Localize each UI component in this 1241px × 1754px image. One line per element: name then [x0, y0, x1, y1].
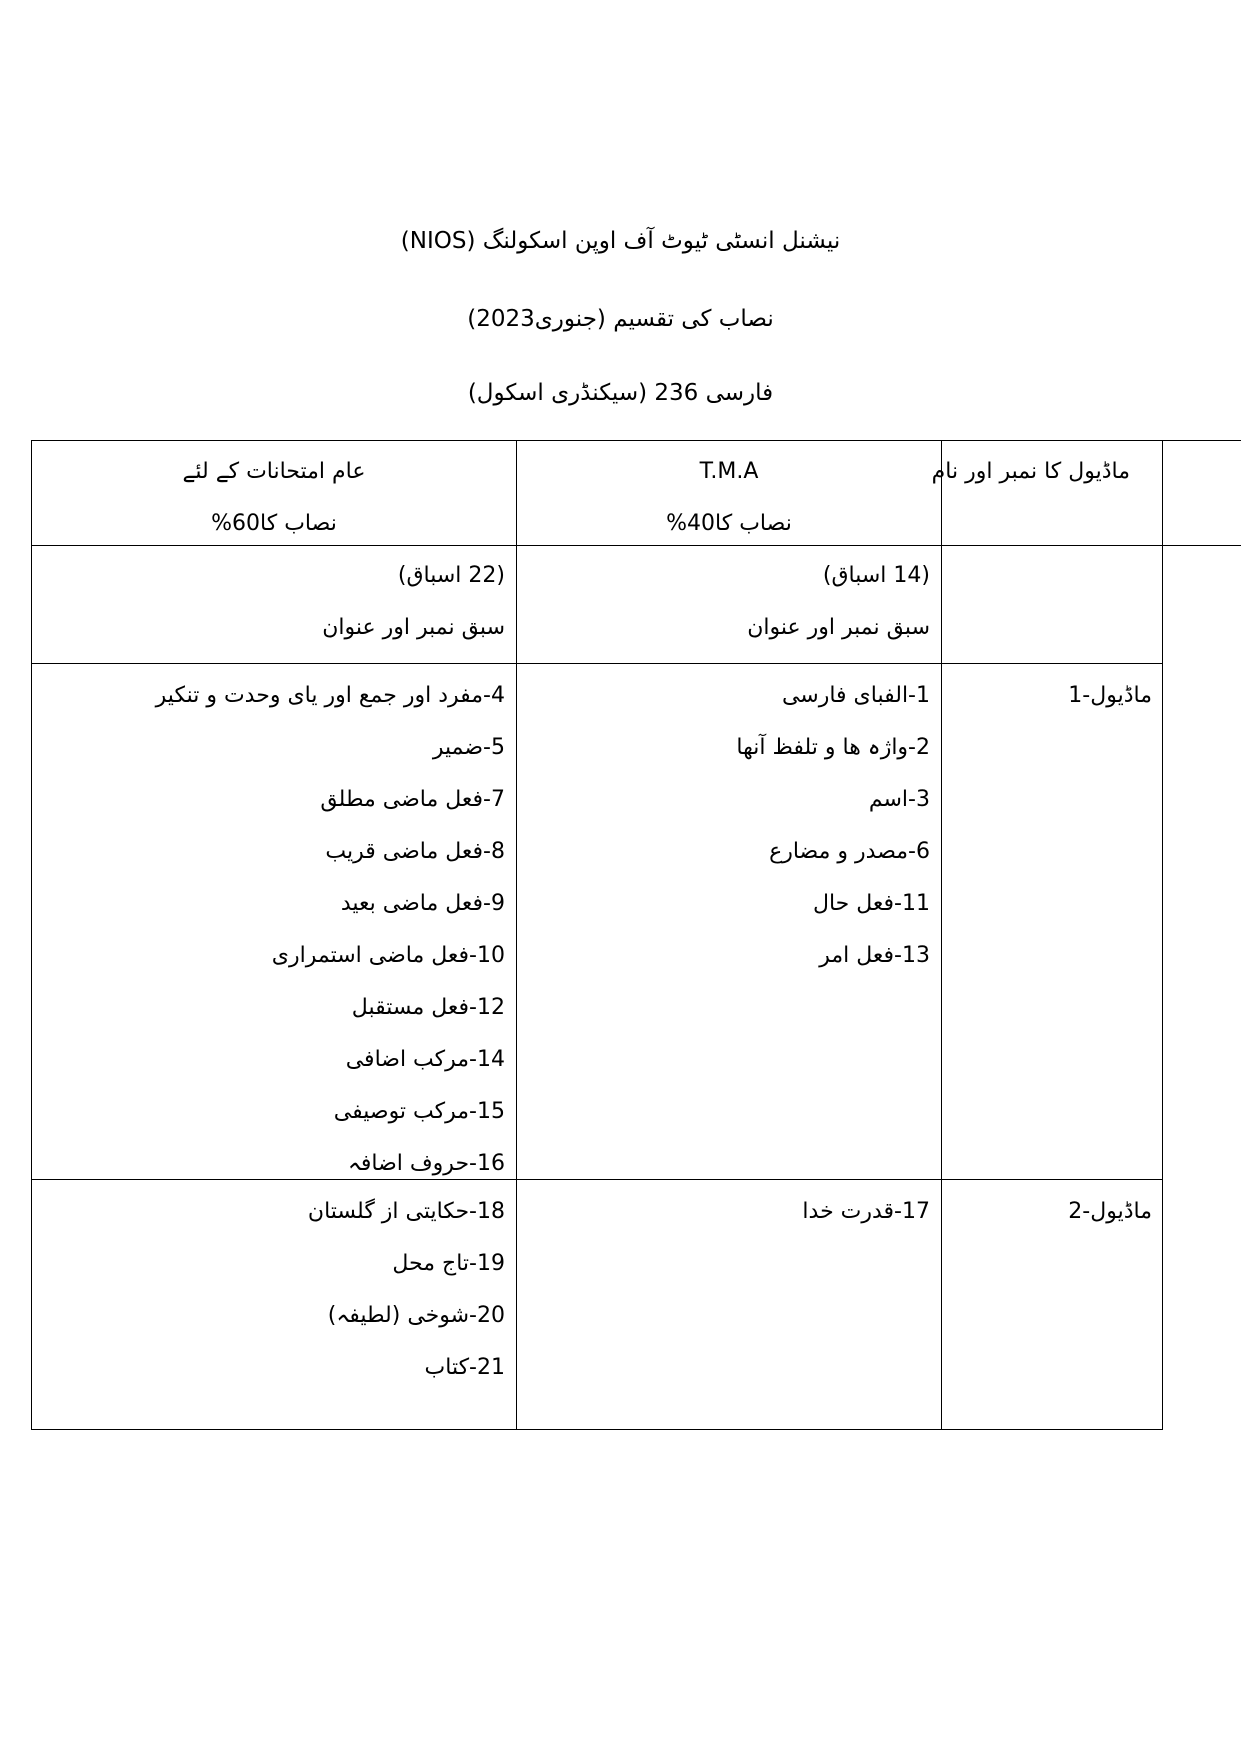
- list-item: 9-فعل ماضی بعید: [340, 891, 505, 916]
- list-item: 10-فعل ماضی استمراری: [271, 943, 505, 968]
- table-border-top: [31, 440, 1241, 441]
- list-item: 12-فعل مستقبل: [351, 995, 505, 1020]
- subject-title: فارسی 236 (سیکنڈری اسکول): [467, 380, 774, 406]
- list-item: 11-فعل حال: [812, 891, 930, 916]
- list-item: 19-تاج محل: [392, 1251, 505, 1276]
- list-item: 3-اسم: [868, 787, 930, 812]
- list-item: 16-حروف اضافہ: [347, 1151, 505, 1176]
- list-item: 14-مرکب اضافی: [345, 1047, 505, 1072]
- list-item: 21-کتاب: [424, 1355, 505, 1380]
- table-border-left: [31, 440, 32, 1430]
- list-item: 20-شوخی (لطیفہ): [327, 1303, 505, 1328]
- module-column-header: ماڈیول کا نمبر اور نام: [931, 459, 1130, 484]
- module-2-name: ماڈیول-2: [1068, 1199, 1152, 1224]
- list-item: 13-فعل امر: [819, 943, 930, 968]
- module-2-exam-lessons: [60, 1186, 505, 1394]
- table-border-subheader: [31, 663, 1163, 664]
- table-border-bottom: [31, 1429, 1163, 1430]
- list-item: 5-ضمیر: [432, 735, 505, 760]
- module-1-tma-lessons: [560, 670, 930, 982]
- list-item: 18-حکایتی از گلستان: [307, 1199, 505, 1224]
- list-item: 8-فعل ماضی قریب: [325, 839, 505, 864]
- table-divider-2: [941, 440, 942, 1430]
- module-2-tma-lessons: [560, 1186, 930, 1238]
- tma-subheader: (14 اسباق) سبق نمبر اور عنوان: [747, 563, 930, 640]
- exam-column-header: عام امتحانات کے لئے نصاب کا60%: [182, 459, 366, 536]
- document-subtitle: نصاب کی تقسیم (جنوری2023): [467, 306, 774, 332]
- document-title: نیشنل انسٹی ٹیوٹ آف اوپن اسکولنگ (NIOS): [400, 228, 841, 254]
- list-item: 6-مصدر و مضارع: [769, 839, 930, 864]
- module-1-name: ماڈیول-1: [1068, 683, 1152, 708]
- exam-subheader: (22 اسباق) سبق نمبر اور عنوان: [322, 563, 505, 640]
- list-item: 2-واژہ ھا و تلفظ آنھا: [736, 735, 930, 760]
- tma-column-header: T.M.A نصاب کا40%: [666, 459, 792, 536]
- table-divider-3: [1162, 440, 1163, 1430]
- list-item: 17-قدرت خدا: [802, 1199, 930, 1224]
- table-divider-1: [516, 440, 517, 1430]
- list-item: 4-مفرد اور جمع اور یای وحدت و تنکیر: [155, 683, 505, 708]
- list-item: 7-فعل ماضی مطلق: [320, 787, 505, 812]
- list-item: 1-الفبای فارسی: [781, 683, 930, 708]
- list-item: 15-مرکب توصیفی: [333, 1099, 505, 1124]
- module-1-exam-lessons: [60, 670, 505, 1190]
